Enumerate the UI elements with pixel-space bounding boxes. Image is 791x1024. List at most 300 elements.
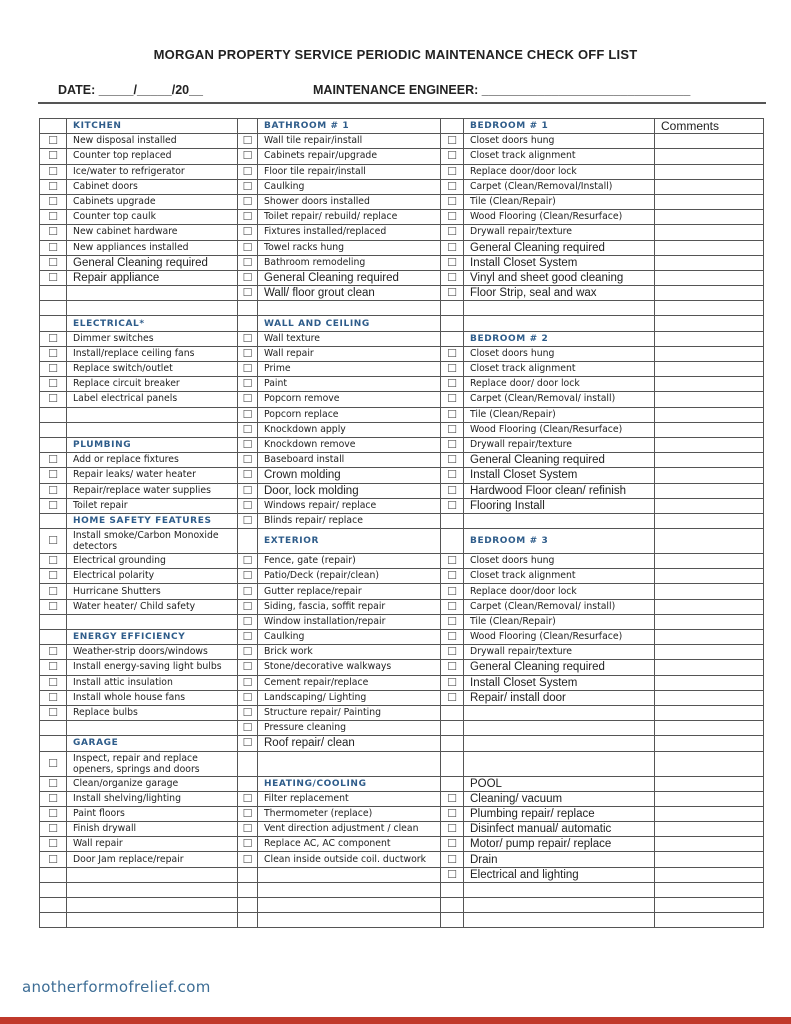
checkbox[interactable]: ☐	[238, 255, 258, 270]
checkbox[interactable]: ☐	[40, 776, 67, 791]
checkbox[interactable]: ☐	[441, 584, 464, 599]
checkbox[interactable]: ☐	[238, 134, 258, 149]
table-row	[40, 751, 764, 776]
checkbox-cell-empty	[40, 119, 67, 134]
item-label: New cabinet hardware	[67, 225, 238, 240]
checkbox[interactable]: ☐	[40, 529, 67, 554]
checkbox[interactable]: ☐	[238, 705, 258, 720]
comments-cell[interactable]	[655, 513, 764, 528]
checkbox[interactable]: ☐	[238, 331, 258, 346]
checkbox[interactable]: ☐	[40, 270, 67, 285]
table-row	[40, 736, 764, 751]
comments-cell[interactable]	[655, 362, 764, 377]
checkbox[interactable]: ☐	[40, 569, 67, 584]
table-row	[40, 377, 764, 392]
checkbox[interactable]: ☐	[238, 179, 258, 194]
checkbox[interactable]: ☐	[441, 614, 464, 629]
item-label: Patio/Deck (repair/clean)	[258, 569, 441, 584]
checkbox-cell-empty	[40, 316, 67, 331]
comments-cell[interactable]	[655, 210, 764, 225]
item-label: Paint floors	[67, 806, 238, 821]
comments-cell[interactable]	[655, 630, 764, 645]
checkbox[interactable]: ☐	[441, 630, 464, 645]
checkbox[interactable]: ☐	[40, 377, 67, 392]
checkbox[interactable]: ☐	[441, 134, 464, 149]
item-label: Hurricane Shutters	[67, 584, 238, 599]
checkbox[interactable]: ☐	[40, 806, 67, 821]
empty-cell	[258, 751, 441, 776]
item-label: Install energy-saving light bulbs	[67, 660, 238, 675]
checkbox[interactable]: ☐	[238, 453, 258, 468]
checkbox[interactable]: ☐	[238, 791, 258, 806]
checkbox[interactable]: ☐	[441, 210, 464, 225]
checkbox[interactable]: ☐	[40, 705, 67, 720]
comments-cell[interactable]	[655, 134, 764, 149]
checkbox[interactable]: ☐	[238, 599, 258, 614]
comments-cell[interactable]	[655, 584, 764, 599]
checkbox[interactable]: ☐	[441, 837, 464, 852]
checkbox[interactable]: ☐	[441, 645, 464, 660]
comments-cell[interactable]	[655, 498, 764, 513]
comments-cell[interactable]	[655, 791, 764, 806]
checkbox[interactable]: ☐	[441, 437, 464, 452]
checkbox[interactable]: ☐	[441, 483, 464, 498]
table-row	[40, 240, 764, 255]
comments-cell[interactable]	[655, 614, 764, 629]
item-label: Windows repair/ replace	[258, 498, 441, 513]
item-label: Counter top caulk	[67, 210, 238, 225]
table-row	[40, 301, 764, 316]
checkbox[interactable]: ☐	[238, 149, 258, 164]
checkbox[interactable]: ☐	[441, 791, 464, 806]
table-row	[40, 837, 764, 852]
section-heading: BEDROOM # 3	[464, 529, 655, 554]
checkbox[interactable]: ☐	[238, 584, 258, 599]
table-row	[40, 164, 764, 179]
table-row	[40, 721, 764, 736]
table-row	[40, 316, 764, 331]
item-label: Install whole house fans	[67, 690, 238, 705]
section-heading: HEATING/COOLING	[258, 776, 441, 791]
item-label: Drywall repair/texture	[464, 645, 655, 660]
checkbox[interactable]: ☐	[441, 407, 464, 422]
empty-cell	[464, 751, 655, 776]
empty-cell	[464, 301, 655, 316]
comments-cell[interactable]	[655, 776, 764, 791]
checkbox[interactable]: ☐	[40, 346, 67, 361]
checkbox[interactable]: ☐	[40, 331, 67, 346]
checkbox[interactable]: ☐	[441, 468, 464, 483]
checkbox[interactable]: ☐	[441, 498, 464, 513]
item-label: Carpet (Clean/Removal/Install)	[464, 179, 655, 194]
checkbox[interactable]: ☐	[40, 660, 67, 675]
checkbox[interactable]: ☐	[441, 422, 464, 437]
table-row	[40, 705, 764, 720]
item-label: General Cleaning required	[464, 660, 655, 675]
comments-cell[interactable]	[655, 225, 764, 240]
section-heading: WALL AND CEILING	[258, 316, 441, 331]
checkbox[interactable]: ☐	[40, 483, 67, 498]
comments-cell[interactable]	[655, 867, 764, 882]
checkbox[interactable]: ☐	[238, 164, 258, 179]
item-label: Closet doors hung	[464, 346, 655, 361]
checkbox[interactable]: ☐	[238, 392, 258, 407]
checkbox-cell-empty	[441, 331, 464, 346]
item-label: Closet track alignment	[464, 569, 655, 584]
item-label: General Cleaning required	[258, 270, 441, 285]
empty-cell	[67, 913, 238, 928]
checkbox-cell-empty	[40, 721, 67, 736]
checkbox-cell-empty	[441, 898, 464, 913]
comments-cell[interactable]	[655, 898, 764, 913]
table-row	[40, 867, 764, 882]
checkbox[interactable]: ☐	[238, 377, 258, 392]
item-label: Install Closet System	[464, 468, 655, 483]
date-field[interactable]: DATE: _____/_____/20__	[58, 83, 204, 97]
checkbox[interactable]: ☐	[441, 362, 464, 377]
checkbox[interactable]: ☐	[40, 392, 67, 407]
maintenance-engineer-field[interactable]: MAINTENANCE ENGINEER: ______________________________	[313, 83, 691, 97]
table-row	[40, 134, 764, 149]
checkbox-cell-empty	[238, 751, 258, 776]
item-label: Siding, fascia, soffit repair	[258, 599, 441, 614]
checkbox[interactable]: ☐	[238, 513, 258, 528]
checkbox-cell-empty	[441, 882, 464, 897]
comments-cell[interactable]	[655, 316, 764, 331]
checkbox[interactable]: ☐	[40, 179, 67, 194]
table-row	[40, 468, 764, 483]
checkbox[interactable]: ☐	[441, 852, 464, 867]
checkbox[interactable]: ☐	[238, 837, 258, 852]
item-label: Tile (Clean/Repair)	[464, 194, 655, 209]
checkbox[interactable]: ☐	[238, 240, 258, 255]
item-label: Repair leaks/ water heater	[67, 468, 238, 483]
item-label: Closet doors hung	[464, 554, 655, 569]
comments-cell[interactable]	[655, 194, 764, 209]
item-label: Install/replace ceiling fans	[67, 346, 238, 361]
checkbox[interactable]: ☐	[238, 690, 258, 705]
item-label: Flooring Install	[464, 498, 655, 513]
empty-cell	[464, 513, 655, 528]
comments-cell[interactable]	[655, 240, 764, 255]
checkbox[interactable]: ☐	[238, 422, 258, 437]
checkbox[interactable]: ☐	[441, 164, 464, 179]
checkbox[interactable]: ☐	[238, 346, 258, 361]
comments-cell[interactable]	[655, 822, 764, 837]
checkbox[interactable]: ☐	[238, 437, 258, 452]
table-row	[40, 599, 764, 614]
checkbox[interactable]: ☐	[40, 164, 67, 179]
checkbox[interactable]: ☐	[40, 240, 67, 255]
comments-cell[interactable]	[655, 852, 764, 867]
item-label: New disposal installed	[67, 134, 238, 149]
comments-cell[interactable]	[655, 736, 764, 751]
table-row	[40, 437, 764, 452]
checkbox[interactable]: ☐	[40, 149, 67, 164]
comments-cell[interactable]	[655, 179, 764, 194]
comments-cell[interactable]	[655, 164, 764, 179]
item-label: Drain	[464, 852, 655, 867]
checkbox[interactable]: ☐	[238, 736, 258, 751]
checkbox[interactable]: ☐	[40, 837, 67, 852]
item-label: Install Closet System	[464, 255, 655, 270]
item-label: New appliances installed	[67, 240, 238, 255]
item-label: Bathroom remodeling	[258, 255, 441, 270]
checkbox[interactable]: ☐	[238, 286, 258, 301]
checkbox[interactable]: ☐	[441, 270, 464, 285]
item-label: Floor Strip, seal and wax	[464, 286, 655, 301]
checkbox[interactable]: ☐	[441, 149, 464, 164]
empty-cell	[258, 898, 441, 913]
checkbox[interactable]: ☐	[441, 194, 464, 209]
checkbox[interactable]: ☐	[40, 791, 67, 806]
item-label: Cabinets upgrade	[67, 194, 238, 209]
checkbox-cell-empty	[441, 316, 464, 331]
item-label: Tile (Clean/Repair)	[464, 614, 655, 629]
checkbox[interactable]: ☐	[238, 270, 258, 285]
empty-cell	[67, 882, 238, 897]
checkbox[interactable]: ☐	[238, 569, 258, 584]
item-label: Cabinet doors	[67, 179, 238, 194]
item-label: Carpet (Clean/Removal/ install)	[464, 599, 655, 614]
comments-cell[interactable]	[655, 882, 764, 897]
item-label: Replace door/ door lock	[464, 377, 655, 392]
checkbox[interactable]: ☐	[238, 554, 258, 569]
table-row	[40, 806, 764, 821]
checkbox-cell-empty	[238, 776, 258, 791]
table-row	[40, 119, 764, 134]
checkbox[interactable]: ☐	[441, 392, 464, 407]
item-label: Wall repair	[67, 837, 238, 852]
checkbox[interactable]: ☐	[238, 194, 258, 209]
table-row	[40, 660, 764, 675]
footer-website[interactable]: anotherformofrelief.com	[22, 978, 211, 996]
item-label: Vinyl and sheet good cleaning	[464, 270, 655, 285]
checkbox[interactable]: ☐	[441, 453, 464, 468]
checkbox[interactable]: ☐	[441, 554, 464, 569]
comments-cell[interactable]	[655, 331, 764, 346]
header-divider	[38, 102, 766, 104]
checkbox[interactable]: ☐	[238, 721, 258, 736]
checkbox[interactable]: ☐	[40, 362, 67, 377]
table-row	[40, 407, 764, 422]
checkbox[interactable]: ☐	[40, 255, 67, 270]
checkbox[interactable]: ☐	[40, 751, 67, 776]
checkbox[interactable]: ☐	[238, 210, 258, 225]
item-label: Hardwood Floor clean/ refinish	[464, 483, 655, 498]
comments-cell[interactable]	[655, 468, 764, 483]
checkbox[interactable]: ☐	[40, 584, 67, 599]
comments-cell[interactable]	[655, 149, 764, 164]
comments-cell[interactable]	[655, 599, 764, 614]
checkbox[interactable]: ☐	[238, 660, 258, 675]
item-label: Fence, gate (repair)	[258, 554, 441, 569]
checkbox[interactable]: ☐	[40, 210, 67, 225]
table-row	[40, 675, 764, 690]
comments-cell[interactable]	[655, 913, 764, 928]
checkbox[interactable]: ☐	[238, 614, 258, 629]
table-row	[40, 483, 764, 498]
table-row	[40, 614, 764, 629]
comments-cell[interactable]	[655, 377, 764, 392]
item-label: Pressure cleaning	[258, 721, 441, 736]
checkbox[interactable]: ☐	[441, 867, 464, 882]
checkbox[interactable]: ☐	[238, 675, 258, 690]
item-label: Clean/organize garage	[67, 776, 238, 791]
checkbox[interactable]: ☐	[441, 286, 464, 301]
checkbox-cell-empty	[238, 529, 258, 554]
item-label: POOL	[464, 776, 655, 791]
comments-cell[interactable]	[655, 721, 764, 736]
item-label: Wood Flooring (Clean/Resurface)	[464, 630, 655, 645]
comments-cell[interactable]	[655, 346, 764, 361]
table-row	[40, 569, 764, 584]
checkbox[interactable]: ☐	[441, 822, 464, 837]
comments-cell[interactable]	[655, 255, 764, 270]
checkbox-cell-empty	[238, 316, 258, 331]
checkbox-cell-empty	[441, 301, 464, 316]
comments-cell[interactable]	[655, 554, 764, 569]
checkbox[interactable]: ☐	[238, 225, 258, 240]
item-label: Drywall repair/texture	[464, 437, 655, 452]
item-label: Knockdown remove	[258, 437, 441, 452]
item-label: Inspect, repair and replace openers, springs and doors	[67, 751, 238, 776]
table-row	[40, 149, 764, 164]
checkbox-cell-empty	[441, 513, 464, 528]
item-label: Shower doors installed	[258, 194, 441, 209]
checkbox[interactable]: ☐	[238, 630, 258, 645]
empty-cell	[464, 913, 655, 928]
comments-cell[interactable]	[655, 675, 764, 690]
checkbox[interactable]: ☐	[441, 346, 464, 361]
table-row	[40, 913, 764, 928]
checkbox[interactable]: ☐	[441, 690, 464, 705]
checkbox-cell-empty	[40, 898, 67, 913]
checkbox[interactable]: ☐	[40, 225, 67, 240]
comments-cell[interactable]	[655, 837, 764, 852]
checkbox[interactable]: ☐	[238, 852, 258, 867]
checkbox[interactable]: ☐	[238, 362, 258, 377]
comments-cell[interactable]	[655, 286, 764, 301]
checkbox[interactable]: ☐	[238, 468, 258, 483]
comments-cell[interactable]	[655, 690, 764, 705]
checkbox[interactable]: ☐	[441, 255, 464, 270]
item-label: Caulking	[258, 179, 441, 194]
item-label: Water heater/ Child safety	[67, 599, 238, 614]
checkbox[interactable]: ☐	[40, 498, 67, 513]
table-row	[40, 453, 764, 468]
checkbox-cell-empty	[40, 422, 67, 437]
checklist-table	[39, 118, 764, 928]
table-row	[40, 225, 764, 240]
checkbox[interactable]: ☐	[40, 554, 67, 569]
checkbox[interactable]: ☐	[40, 599, 67, 614]
checkbox[interactable]: ☐	[40, 134, 67, 149]
comments-cell[interactable]	[655, 806, 764, 821]
table-row	[40, 331, 764, 346]
checkbox-cell-empty	[40, 407, 67, 422]
item-label: Baseboard install	[258, 453, 441, 468]
empty-cell	[258, 882, 441, 897]
checkbox[interactable]: ☐	[238, 645, 258, 660]
checkbox-cell-empty	[238, 119, 258, 134]
checkbox[interactable]: ☐	[40, 453, 67, 468]
checkbox[interactable]: ☐	[441, 240, 464, 255]
comments-cell[interactable]	[655, 270, 764, 285]
empty-cell	[67, 867, 238, 882]
comments-cell[interactable]	[655, 529, 764, 554]
checkbox-cell-empty	[441, 913, 464, 928]
comments-cell[interactable]	[655, 660, 764, 675]
comments-cell[interactable]	[655, 453, 764, 468]
comments-cell[interactable]	[655, 483, 764, 498]
checkbox[interactable]: ☐	[40, 690, 67, 705]
empty-cell	[464, 705, 655, 720]
checkbox[interactable]: ☐	[40, 822, 67, 837]
comments-cell[interactable]	[655, 422, 764, 437]
comments-cell[interactable]	[655, 301, 764, 316]
checkbox[interactable]: ☐	[441, 225, 464, 240]
comments-cell[interactable]	[655, 751, 764, 776]
comments-cell[interactable]	[655, 645, 764, 660]
checkbox[interactable]: ☐	[441, 179, 464, 194]
checkbox[interactable]: ☐	[40, 194, 67, 209]
comments-cell[interactable]	[655, 705, 764, 720]
comments-cell[interactable]	[655, 392, 764, 407]
checkbox[interactable]: ☐	[441, 806, 464, 821]
item-label: Install attic insulation	[67, 675, 238, 690]
checkbox[interactable]: ☐	[238, 822, 258, 837]
item-label: Replace door/door lock	[464, 584, 655, 599]
checkbox[interactable]: ☐	[441, 660, 464, 675]
empty-cell	[67, 898, 238, 913]
item-label: Closet doors hung	[464, 134, 655, 149]
checkbox[interactable]: ☐	[441, 377, 464, 392]
item-label: Electrical polarity	[67, 569, 238, 584]
checkbox[interactable]: ☐	[441, 569, 464, 584]
checkbox[interactable]: ☐	[40, 852, 67, 867]
empty-cell	[67, 301, 238, 316]
item-label: Floor tile repair/install	[258, 164, 441, 179]
comments-cell[interactable]	[655, 407, 764, 422]
item-label: Cleaning/ vacuum	[464, 791, 655, 806]
checkbox[interactable]: ☐	[238, 806, 258, 821]
checkbox[interactable]: ☐	[441, 599, 464, 614]
comments-header: Comments	[655, 119, 764, 134]
checkbox[interactable]: ☐	[441, 675, 464, 690]
section-heading: EXTERIOR	[258, 529, 441, 554]
item-label: Add or replace fixtures	[67, 453, 238, 468]
section-heading: BEDROOM # 2	[464, 331, 655, 346]
checkbox-cell-empty	[40, 437, 67, 452]
checkbox-cell-empty	[238, 867, 258, 882]
table-row	[40, 422, 764, 437]
item-label: Tile (Clean/Repair)	[464, 407, 655, 422]
table-row	[40, 822, 764, 837]
table-row	[40, 210, 764, 225]
checkbox[interactable]: ☐	[238, 483, 258, 498]
table-row	[40, 498, 764, 513]
checkbox-cell-empty	[238, 301, 258, 316]
comments-cell[interactable]	[655, 569, 764, 584]
checkbox[interactable]: ☐	[40, 468, 67, 483]
comments-cell[interactable]	[655, 437, 764, 452]
checkbox[interactable]: ☐	[40, 675, 67, 690]
checkbox[interactable]: ☐	[238, 498, 258, 513]
checkbox-cell-empty	[40, 614, 67, 629]
checkbox[interactable]: ☐	[40, 645, 67, 660]
checkbox[interactable]: ☐	[238, 407, 258, 422]
